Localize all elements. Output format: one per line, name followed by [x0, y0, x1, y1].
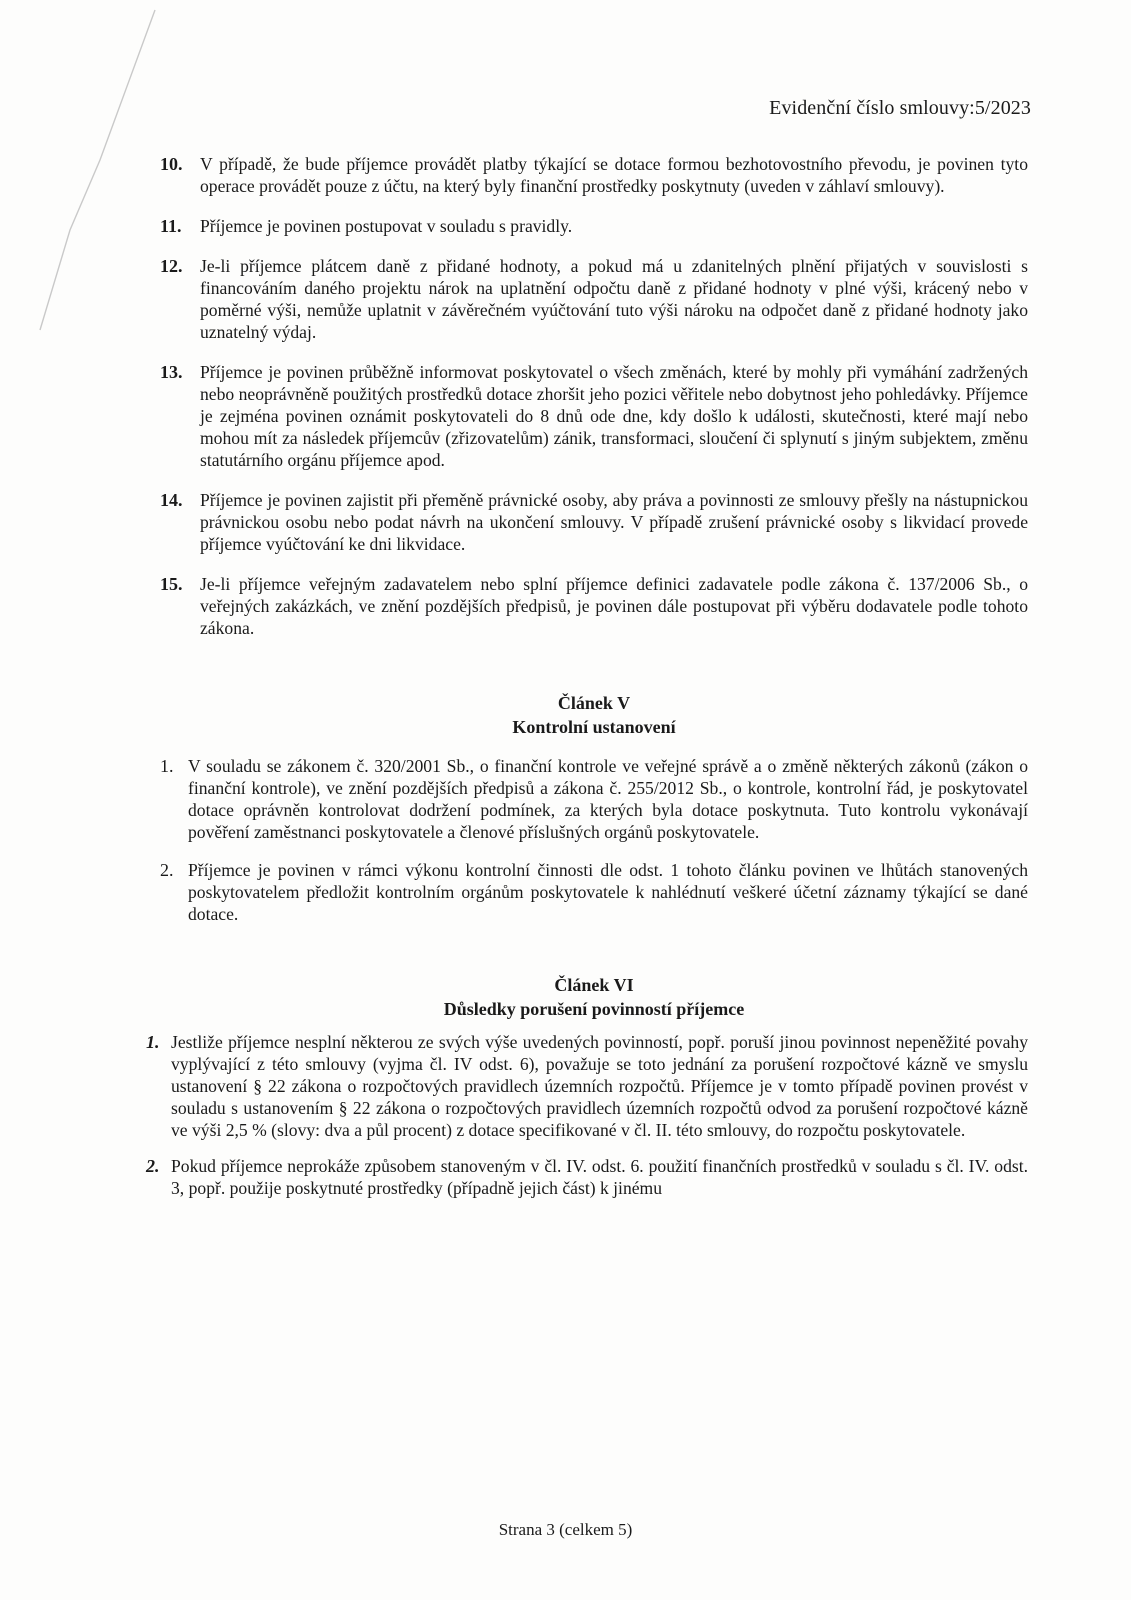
clause-number: 11. — [160, 216, 182, 236]
article-5-subtitle: Kontrolní ustanovení — [512, 717, 676, 737]
scan-edge-shadow — [0, 0, 160, 1600]
clause-10 — [160, 153, 1028, 197]
clause-12 — [160, 255, 1028, 343]
clause-text: Je-li příjemce plátcem daně z přidané hodnoty, a pokud má u zdanitelných plnění přijatých v souvislosti s financováním daného projektu nárok na uplatnění odpočtu daně z přidané hodnoty v plné výši, krácený nebo v poměrné výši, nemůže uplatnit v závěrečném vyúčtování tuto výši nároku na odpočet daně z přidané hodnoty jako uznatelný výdaj. — [200, 256, 1028, 342]
clause-number: 12. — [160, 256, 183, 276]
clause-text: Příjemce je povinen zajistit při přeměně právnické osoby, aby práva a povinnosti ze smlouvy přešly na nástupnickou právnickou osobu nebo podat návrh na ukončení smlouvy. V případě zrušení právnické osoby s likvidací provede příjemce vyúčtování ke dni likvidace. — [200, 490, 1028, 554]
clause-number: 2. — [146, 1156, 160, 1176]
clause-text: Je-li příjemce veřejným zadavatelem nebo splní příjemce definici zadavatele podle zákona č. 137/2006 Sb., o veřejných zakázkách, ve znění pozdějších předpisů, je povinen dále postupovat při výběru dodavatele podle tohoto zákona. — [200, 574, 1028, 638]
clause-11 — [160, 215, 1028, 237]
clause-15 — [160, 573, 1028, 639]
document-number: Evidenční číslo smlouvy:5/2023 — [769, 97, 1031, 119]
article-6-subtitle: Důsledky porušení povinností příjemce — [443, 999, 745, 1019]
clause-number: 2. — [160, 860, 174, 880]
document-body — [146, 153, 1028, 1199]
clause-number: 13. — [160, 362, 183, 382]
article-5-clause-2 — [160, 859, 1028, 925]
article-6-clause-2 — [146, 1155, 1028, 1199]
clause-number: 1. — [146, 1032, 160, 1052]
article-5-title: Článek V — [557, 693, 631, 713]
clause-number: 14. — [160, 490, 183, 510]
clause-text: Jestliže příjemce nesplní některou ze svých výše uvedených povinností, popř. poruší jinou povinnost nepeněžité povahy vyplývající z této smlouvy (vyjma čl. IV odst. 6), považuje se toto jednání za porušení rozpočtové kázně ve smyslu ustanovení § 22 zákona o rozpočtových pravidlech územních rozpočtů. Příjemce je v tomto případě povinen provést v souladu s ustanovením § 22 zákona o rozpočtových pravidlech územních rozpočtů odvod za porušení rozpočtové kázně ve výši 2,5 % (slovy: dva a půl procent) z dotace specifikované v čl. II. této smlouvy, do rozpočtu poskytovatele. — [171, 1032, 1028, 1140]
article-6-title: Článek VI — [554, 975, 634, 995]
clause-text: Příjemce je povinen postupovat v souladu s pravidly. — [200, 216, 573, 236]
page-footer: Strana 3 (celkem 5) — [498, 1520, 633, 1539]
clause-text: Příjemce je povinen průběžně informovat poskytovatel o všech změnách, které by mohly při vymáhání zadržených nebo neoprávněně použitých prostředků dotace zhoršit jeho pozici věřitele nebo dobytnost jeho pohledávky. Příjemce je zejména povinen oznámit poskytovateli do 8 dnů ode dne, kdy došlo k události, skutečnosti, které mají nebo mohou mít za následek příjemcův (zřizovatelům) zánik, transformaci, sloučení či splynutí s jiným subjektem, změnu statutárního orgánu příjemce apod. — [200, 362, 1028, 470]
article-5-clause-1 — [160, 755, 1028, 843]
clause-text: Pokud příjemce neprokáže způsobem stanoveným v čl. IV. odst. 6. použití finančních prostředků v souladu s čl. IV. odst. 3, popř. použije poskytnuté prostředky (případně jejich část) k jinému — [171, 1156, 1028, 1198]
clause-text: Příjemce je povinen v rámci výkonu kontrolní činnosti dle odst. 1 tohoto článku povinen ve lhůtách stanovených poskytovatelem předložit kontrolním orgánům poskytovatele k nahlédnutí veškeré účetní záznamy týkající se dané dotace. — [188, 860, 1028, 924]
clause-number: 15. — [160, 574, 183, 594]
clause-text: V případě, že bude příjemce provádět platby týkající se dotace formou bezhotovostního převodu, je povinen tyto operace provádět pouze z účtu, na který byly finanční prostředky poskytnuty (uveden v záhlaví smlouvy). — [200, 154, 1028, 196]
clause-14 — [160, 489, 1028, 555]
clause-text: V souladu se zákonem č. 320/2001 Sb., o finanční kontrole ve veřejné správě a o změně některých zákonů (zákon o finanční kontrole), ve znění pozdějších předpisů a zákona č. 255/2012 Sb., o kontrole, kontrolní řád, je poskytovatel dotace oprávněn kontrolovat dodržení podmínek, za kterých byla dotace poskytnuta. Tuto kontrolu vykonávají pověření zaměstnanci poskytovatele a členové příslušných orgánů poskytovatele. — [188, 756, 1028, 842]
clause-13 — [160, 361, 1028, 471]
clause-number: 1. — [160, 756, 174, 776]
article-6-clause-1 — [146, 1031, 1028, 1141]
clause-number: 10. — [160, 154, 183, 174]
